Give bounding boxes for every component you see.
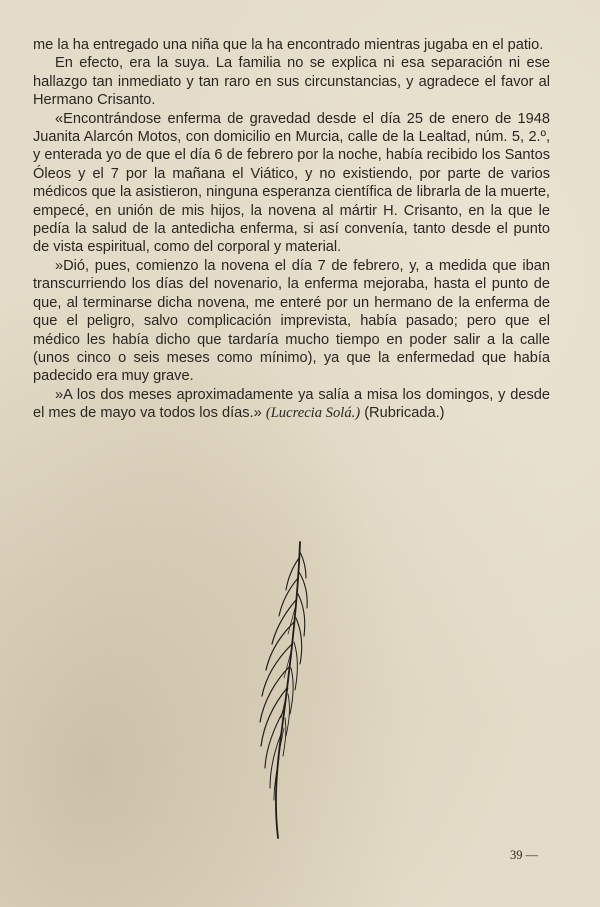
- rubricada: (Rubricada.): [364, 405, 445, 422]
- body-text: [33, 36, 550, 423]
- signature: (Lucrecia Solá.): [265, 405, 361, 422]
- closing-text: »A los dos meses aproximadamente ya salía a misa los domingos, y desde el mes de mayo va todos los días.»: [33, 386, 550, 422]
- paragraph-family: En efecto, era la suya. La familia no se explica ni esa separación ni ese hallazgo tan inmediato y tan raro en sus circunstancias, y agradece el favor al Hermano Crisanto.: [33, 55, 550, 109]
- paragraph-continuation: me la ha entregado una niña que la ha encontrado mientras jugaba en el patio.: [33, 37, 544, 53]
- paragraph-testimony-3: [33, 386, 550, 423]
- paragraph-testimony-1: «Encontrándose enferma de gravedad desde el día 25 de enero de 1948 Juanita Alarcón Motos, con domicilio en Murcia, calle de la Lealtad, núm. 5, 2.º, y enterada yo de que el día 6 de febrero por la noche, había recibido los Santos Óleos y el 7 por la mañana el Viático, y no existiendo, por parte de varios médicos que la asistieron, ninguna esperanza científica de librarla de la muerte, empecé, en unión de mis hijos, la novena al mártir H. Crisanto, en la que le pedía la salud de la antedicha enferma, si así convenía, tanto desde el punto de vista espiritual, como del corporal y material.: [33, 110, 550, 256]
- paragraph-testimony-2: »Dió, pues, comienzo la novena el día 7 de febrero, y, a medida que iban transcurriendo los días del novenario, la enferma mejoraba, hasta el punto de que, al terminarse dicha novena, me enteré por un hermano de la enferma de que el peligro, salvo complicación imprevista, había pasado; pero que el médico les había dicho que tardaría mucho tiempo en poder salir a la calle (unos cinco o seis meses como mínimo), ya que la enfermedad que había padecido era muy grave.: [33, 257, 550, 385]
- quill-feather-icon: [248, 538, 318, 843]
- page-number: 39 —: [510, 848, 539, 862]
